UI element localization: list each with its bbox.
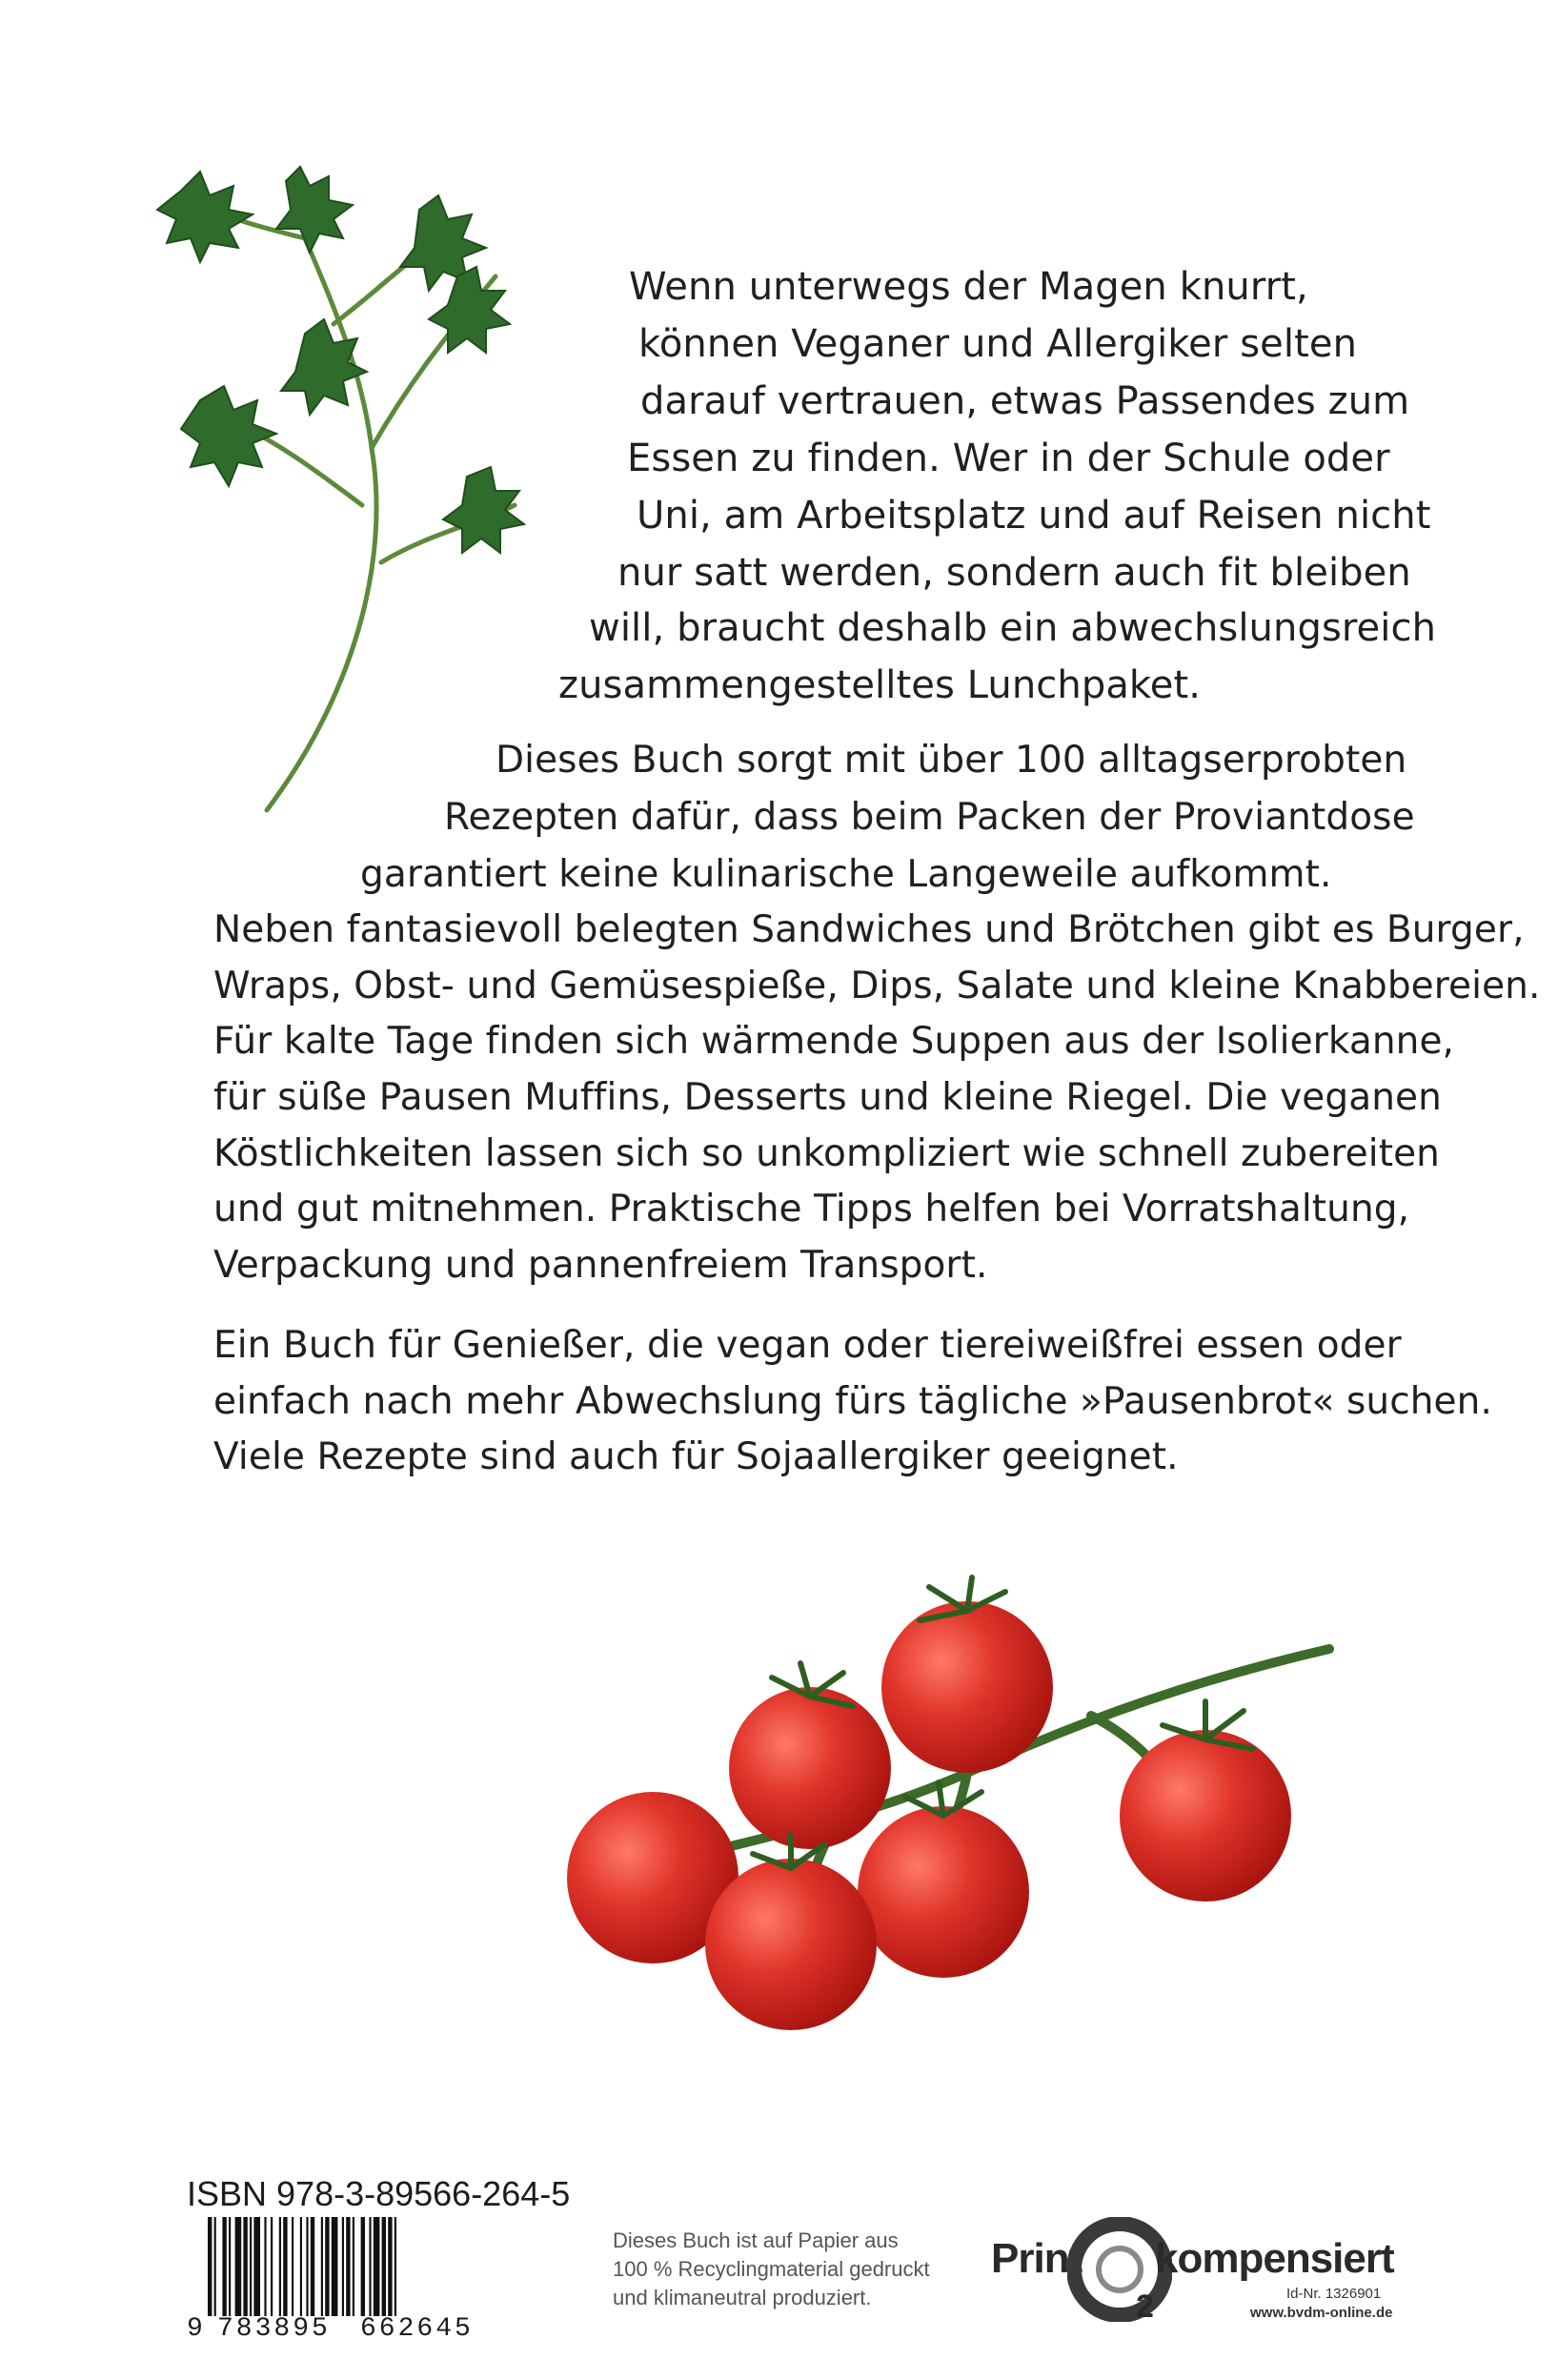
barcode-bar — [283, 2217, 287, 2316]
tomato — [729, 1687, 891, 1849]
co2-badge-print: Print — [991, 2235, 1083, 2282]
co2-badge-kompensiert: kompensiert — [1155, 2235, 1394, 2282]
blurb-line: garantiert keine kulinarische Langeweile aufkommt. — [360, 853, 1332, 896]
barcode-bar — [388, 2217, 392, 2316]
barcode-bar — [306, 2217, 308, 2316]
blurb-line: Für kalte Tage finden sich wärmende Suppen aus der Isolierkanne, — [213, 1020, 1455, 1063]
barcode-lead-digit: 9 — [187, 2314, 206, 2344]
co2-badge-url: www.bvdm-online.de — [1250, 2305, 1393, 2321]
tomato — [881, 1601, 1053, 1773]
barcode-bar — [264, 2217, 266, 2316]
tomato — [705, 1859, 877, 2030]
barcode-bar — [311, 2217, 314, 2316]
barcode-bar — [395, 2217, 396, 2316]
blurb-line: Wraps, Obst- und Gemüsespieße, Dips, Salate und kleine Knabbereien. — [213, 965, 1541, 1007]
blurb-line: zusammengestelltes Lunchpaket. — [558, 663, 1202, 707]
barcode-bar — [229, 2217, 231, 2316]
blurb-line: Dieses Buch sorgt mit über 100 alltagserprobten — [496, 739, 1407, 782]
blurb-line: darauf vertrauen, etwas Passendes zum — [640, 379, 1410, 423]
blurb-line: für süße Pausen Muffins, Desserts und kleine Riegel. Die veganen — [213, 1076, 1442, 1119]
barcode-bar — [332, 2217, 338, 2316]
barcode-bar — [214, 2217, 216, 2316]
barcode-bar — [235, 2217, 242, 2316]
barcode-right-digits: 662645 — [360, 2314, 474, 2344]
barcode-bar — [353, 2217, 354, 2316]
blurb-line: Uni, am Arbeitsplatz und auf Reisen nicht — [637, 494, 1431, 538]
co2-subscript: 2 — [1136, 2288, 1154, 2322]
parsley-illustration — [143, 162, 581, 829]
blurb-line: und gut mitnehmen. Praktische Tipps helfen bei Vorratshaltung, — [213, 1188, 1410, 1231]
barcode-bar — [321, 2217, 323, 2316]
blurb-line: Köstlichkeiten lassen sich so unkompliziert wie schnell zubereiten — [213, 1132, 1440, 1175]
barcode-bar — [250, 2217, 252, 2316]
blurb-line: Viele Rezepte sind auch für Sojaallergiker geeignet. — [213, 1435, 1179, 1478]
blurb-line: Ein Buch für Genießer, die vegan oder tiereiweißfrei essen oder — [213, 1324, 1402, 1367]
tomato — [858, 1806, 1029, 1978]
cherry-tomatoes-illustration — [557, 1573, 1339, 2040]
blurb-line: nur satt werden, sondern auch fit bleiben — [617, 551, 1411, 595]
barcode-bar — [222, 2217, 226, 2316]
isbn-text: ISBN 978-3-89566-264-5 — [187, 2174, 571, 2213]
blurb-line: will, braucht deshalb ein abwechslungsreich — [589, 606, 1437, 650]
barcode-bar — [382, 2217, 386, 2316]
barcode-bar — [253, 2217, 260, 2316]
barcode-left-digits: 783895 — [217, 2314, 331, 2344]
blurb-line: Neben fantasievoll belegten Sandwiches und Brötchen gibt es Burger, — [213, 908, 1525, 951]
barcode-bar — [325, 2217, 329, 2316]
eco-note — [613, 2227, 930, 2312]
eco-note-line: und klimaneutral produziert. — [613, 2286, 872, 2309]
eco-note-line: Dieses Buch ist auf Papier aus — [613, 2228, 899, 2252]
barcode-bar — [300, 2217, 302, 2316]
eco-note-line: 100 % Recyclingmaterial gedruckt — [613, 2257, 930, 2281]
barcode-bar — [369, 2217, 371, 2316]
blurb-line: Essen zu finden. Wer in der Schule oder — [627, 437, 1390, 480]
co2-badge-id: Id-Nr. 1326901 — [1286, 2286, 1382, 2302]
barcode-bar — [361, 2217, 365, 2316]
barcode-bar — [243, 2217, 247, 2316]
barcode-bar — [374, 2217, 380, 2316]
barcode-bar — [271, 2217, 273, 2316]
tomato — [1120, 1730, 1291, 1902]
blurb-line: können Veganer und Allergiker selten — [638, 322, 1358, 366]
barcode-bar — [292, 2217, 293, 2316]
barcode-bar — [208, 2217, 212, 2316]
barcode-bar — [279, 2217, 281, 2316]
blurb-line: Verpackung und pannenfreiem Transport. — [213, 1244, 988, 1287]
blurb-line: einfach nach mehr Abwechslung fürs tägliche »Pausenbrot« suchen. — [213, 1380, 1492, 1423]
blurb-line: Wenn unterwegs der Magen knurrt, — [629, 265, 1308, 309]
barcode-bar — [346, 2217, 350, 2316]
blurb-line: Rezepten dafür, dass beim Packen der Proviantdose — [444, 796, 1415, 839]
barcode — [208, 2217, 496, 2316]
barcode-bar — [342, 2217, 344, 2316]
